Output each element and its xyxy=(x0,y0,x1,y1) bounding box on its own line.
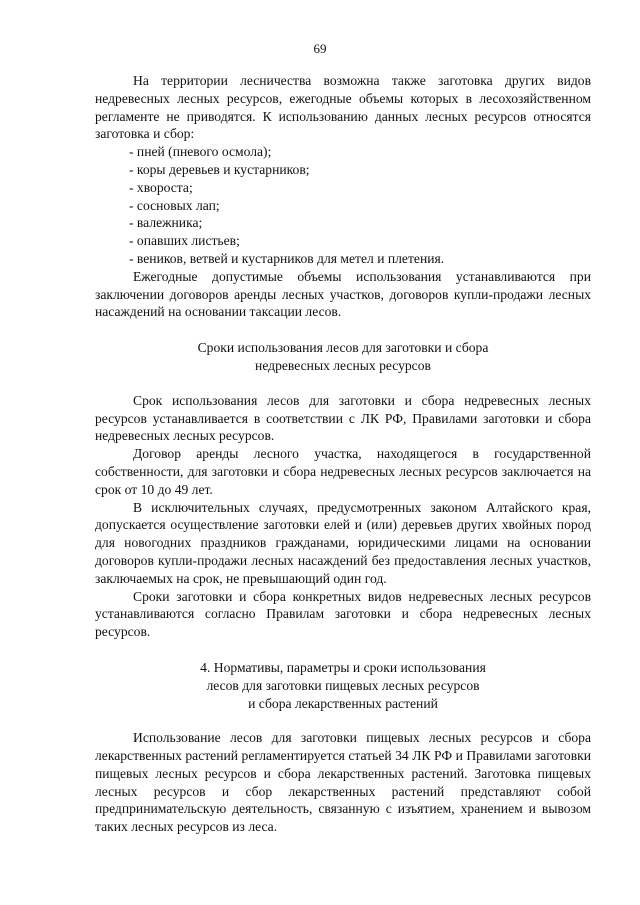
section3-heading-line3: и сбора лекарственных растений xyxy=(248,695,438,711)
list-item: - веников, ветвей и кустарников для метел и плетения. xyxy=(129,250,445,266)
section2-heading-line1: Сроки использования лесов для заготовки и сбора xyxy=(197,340,489,356)
list-item: - пней (пневого осмола); xyxy=(129,144,272,160)
section3-heading-line2: лесов для заготовки пищевых лесных ресурсов xyxy=(206,677,480,693)
page-number: 69 xyxy=(313,41,327,56)
section2-paragraph-2: Договор аренды лесного участка, находящегося в государственной собственности, для заготовки и сбора недревесных лесных ресурсов заключается на срок от 10 до 49 лет. xyxy=(95,446,591,497)
list-item: - коры деревьев и кустарников; xyxy=(129,161,310,177)
section1-intro: На территории лесничества возможна также заготовка других видов недревесных лесных ресурсов, ежегодные объемы которых в лесохозяйственном регламенте не приводятся. К использованию данных лесных ресурсов относятся заготовка и сбор: xyxy=(95,73,591,142)
section1-closing: Ежегодные допустимые объемы использования устанавливаются при заключении договоров аренды лесных участков, договоров купли-продажи лесных насаждений на основании таксации лесов. xyxy=(95,268,591,320)
section2-heading-line2: недревесных лесных ресурсов xyxy=(255,357,431,373)
section3-paragraph-1: Использование лесов для заготовки пищевых лесных ресурсов и сбора лекарственных растений регламентируется статьей 34 ЛК РФ и Правилами заготовки пищевых лесных ресурсов и сбора лекарственных растений. Заготовка пищевых лесных ресурсов и сбор лекарственных растений представляют собой предпринимательскую деятельность, связанную с изъятием, хранением и вывозом таких лесных ресурсов из леса. xyxy=(95,730,591,835)
section2-paragraph-1: Срок использования лесов для заготовки и сбора недревесных лесных ресурсов устанавливается в соответствии с ЛК РФ, Правилами заготовки и сбора недревесных лесных ресурсов. xyxy=(95,392,591,444)
list-item: - валежника; xyxy=(129,215,203,231)
section3-heading-line1: 4. Нормативы, параметры и сроки использования xyxy=(200,659,486,675)
list-item: - опавших листьев; xyxy=(129,233,240,249)
section2-paragraph-4: Сроки заготовки и сбора конкретных видов недревесных лесных ресурсов устанавливаются согласно Правилам заготовки и сбора недревесных лесных ресурсов. xyxy=(95,588,591,640)
list-item: - хвороста; xyxy=(129,179,193,195)
page-content xyxy=(95,72,591,836)
section2-paragraph-3: В исключительных случаях, предусмотренных законом Алтайского края, допускается осуществление заготовки елей и (или) деревьев других хвойных пород для новогодних праздников гражданами, юридическими лицами на основании договоров купли-продажи лесных насаждений без предоставления лесных участков, заключаемых на срок, не превышающий один год. xyxy=(95,499,591,586)
list-item: - сосновых лап; xyxy=(129,197,220,213)
resource-list xyxy=(95,143,591,268)
